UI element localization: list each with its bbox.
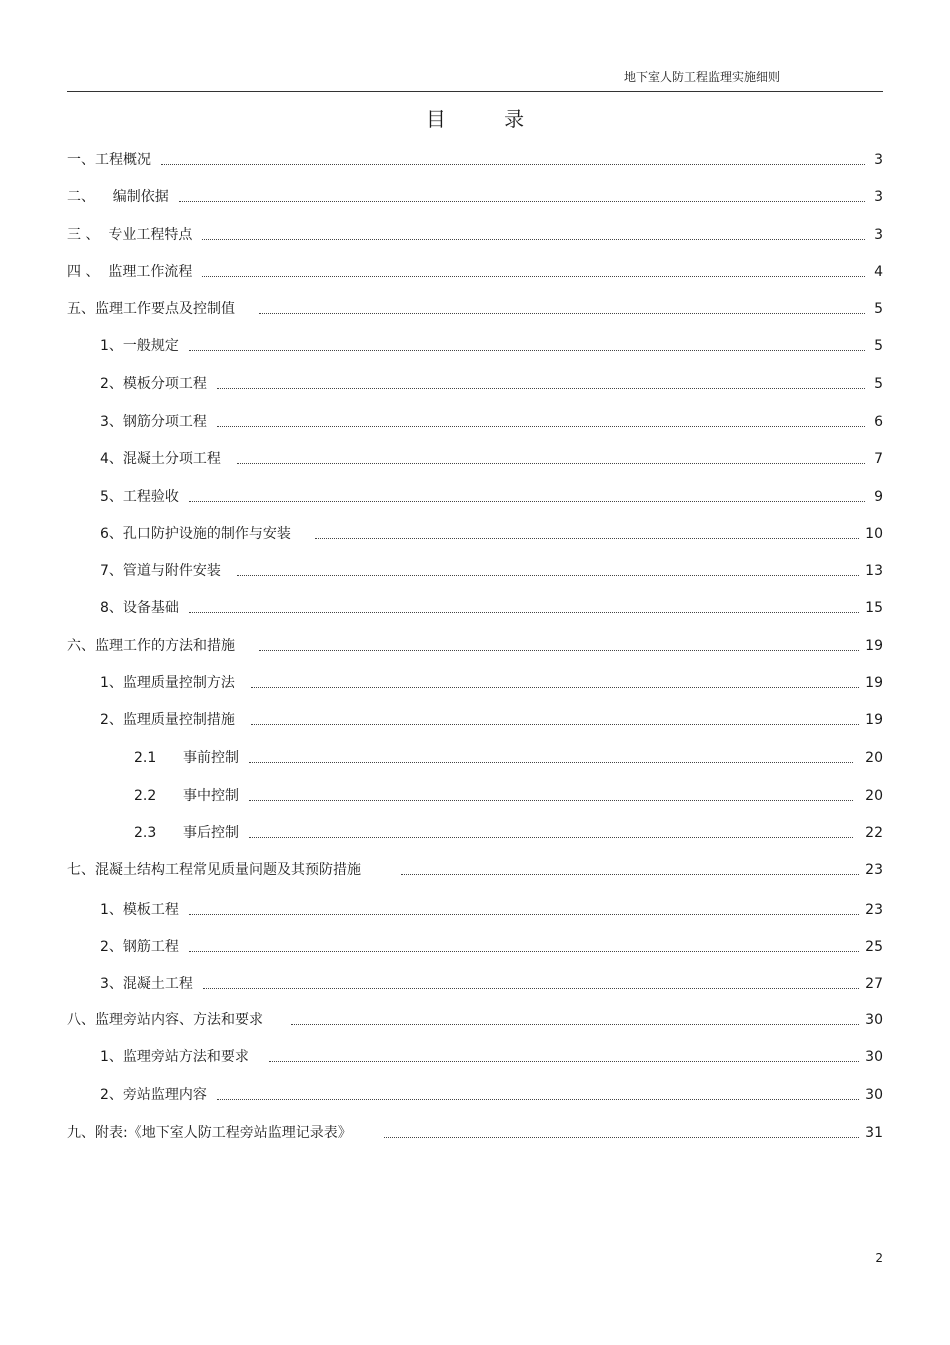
toc-entry-label: 1、监理质量控制方法 bbox=[100, 675, 235, 691]
toc-entry[interactable] bbox=[100, 901, 883, 919]
document-header-title: 地下室人防工程监理实施细则 bbox=[623, 70, 780, 84]
toc-entry[interactable] bbox=[100, 1048, 883, 1066]
header-rule bbox=[67, 91, 883, 92]
page-number: 2 bbox=[875, 1251, 883, 1265]
toc-entry[interactable] bbox=[67, 1124, 883, 1142]
toc-leader-dots bbox=[189, 914, 859, 915]
toc-entry-label: 2.1 事前控制 bbox=[134, 750, 239, 766]
toc-entry-label: 1、一般规定 bbox=[100, 338, 179, 354]
toc-entry-label: 二、 编制依据 bbox=[67, 189, 169, 205]
toc-entry-label: 1、模板工程 bbox=[100, 902, 179, 918]
toc-leader-dots bbox=[203, 988, 859, 989]
toc-entry-page: 27 bbox=[865, 976, 883, 992]
toc-entry-label: 四 、 监理工作流程 bbox=[67, 264, 193, 280]
toc-entry[interactable] bbox=[67, 151, 883, 169]
toc-leader-dots bbox=[315, 538, 859, 539]
toc-entry-label: 7、管道与附件安装 bbox=[100, 563, 221, 579]
toc-entry-page: 23 bbox=[865, 902, 883, 918]
toc-entry-label: 1、监理旁站方法和要求 bbox=[100, 1049, 249, 1065]
toc-entry-page: 10 bbox=[865, 526, 883, 542]
toc-entry[interactable] bbox=[67, 263, 883, 281]
toc-entry-label: 2、钢筋工程 bbox=[100, 939, 179, 955]
toc-entry-label: 三 、 专业工程特点 bbox=[67, 227, 193, 243]
toc-entry-label: 6、孔口防护设施的制作与安装 bbox=[100, 526, 291, 542]
toc-leader-dots bbox=[269, 1061, 859, 1062]
toc-entry-page: 6 bbox=[874, 414, 883, 430]
toc-entry-label: 3、混凝土工程 bbox=[100, 976, 193, 992]
toc-entry-page: 30 bbox=[865, 1087, 883, 1103]
toc-leader-dots bbox=[249, 837, 853, 838]
toc-entry-page: 4 bbox=[874, 264, 883, 280]
toc-entry[interactable] bbox=[100, 525, 883, 543]
toc-entry-label: 2、旁站监理内容 bbox=[100, 1087, 207, 1103]
toc-entry[interactable] bbox=[100, 450, 883, 468]
toc-leader-dots bbox=[217, 1099, 859, 1100]
toc-entry-page: 19 bbox=[865, 675, 883, 691]
toc-entry-label: 九、附表:《地下室人防工程旁站监理记录表》 bbox=[67, 1125, 352, 1141]
toc-entry-page: 22 bbox=[865, 825, 883, 841]
toc-entry-label: 2、监理质量控制措施 bbox=[100, 712, 235, 728]
toc-entry-page: 13 bbox=[865, 563, 883, 579]
toc-entry-page: 7 bbox=[874, 451, 883, 467]
toc-entry-page: 20 bbox=[865, 788, 883, 804]
toc-entry-page: 5 bbox=[874, 376, 883, 392]
toc-leader-dots bbox=[202, 239, 865, 240]
toc-entry[interactable] bbox=[67, 1011, 883, 1029]
toc-entry-label: 七、混凝土结构工程常见质量问题及其预防措施 bbox=[67, 862, 361, 878]
toc-entry-page: 30 bbox=[865, 1049, 883, 1065]
toc-leader-dots bbox=[189, 612, 859, 613]
toc-title: 目 录 bbox=[425, 107, 551, 131]
toc-entry-label: 2.3 事后控制 bbox=[134, 825, 239, 841]
toc-entry-label: 8、设备基础 bbox=[100, 600, 179, 616]
toc-leader-dots bbox=[249, 800, 853, 801]
toc-entry[interactable] bbox=[67, 226, 883, 244]
toc-entry-label: 一、工程概况 bbox=[67, 152, 151, 168]
toc-entry-page: 5 bbox=[874, 301, 883, 317]
toc-entry-page: 23 bbox=[865, 862, 883, 878]
toc-entry-page: 19 bbox=[865, 712, 883, 728]
toc-entry-page: 3 bbox=[874, 189, 883, 205]
toc-entry-page: 20 bbox=[865, 750, 883, 766]
toc-leader-dots bbox=[189, 501, 865, 502]
toc-entry-label: 2.2 事中控制 bbox=[134, 788, 239, 804]
toc-entry[interactable] bbox=[134, 824, 883, 842]
toc-leader-dots bbox=[237, 575, 859, 576]
toc-leader-dots bbox=[217, 388, 865, 389]
toc-entry-label: 八、监理旁站内容、方法和要求 bbox=[67, 1012, 263, 1028]
toc-entry-label: 2、模板分项工程 bbox=[100, 376, 207, 392]
toc-leader-dots bbox=[251, 687, 859, 688]
toc-leader-dots bbox=[189, 951, 859, 952]
toc-entry[interactable] bbox=[100, 337, 883, 355]
toc-entry-page: 25 bbox=[865, 939, 883, 955]
toc-entry[interactable] bbox=[100, 599, 883, 617]
toc-entry-label: 六、监理工作的方法和措施 bbox=[67, 638, 235, 654]
toc-leader-dots bbox=[291, 1024, 859, 1025]
toc-entry[interactable] bbox=[134, 749, 883, 767]
toc-entry[interactable] bbox=[67, 637, 883, 655]
toc-entry[interactable] bbox=[67, 861, 883, 879]
toc-leader-dots bbox=[237, 463, 865, 464]
toc-leader-dots bbox=[202, 276, 865, 277]
toc-entry-page: 15 bbox=[865, 600, 883, 616]
toc-entry[interactable] bbox=[134, 787, 883, 805]
toc-leader-dots bbox=[384, 1137, 859, 1138]
toc-entry-page: 31 bbox=[865, 1125, 883, 1141]
toc-entry[interactable] bbox=[100, 413, 883, 431]
toc-entry-page: 3 bbox=[874, 227, 883, 243]
toc-entry-page: 9 bbox=[874, 489, 883, 505]
toc-leader-dots bbox=[189, 350, 865, 351]
toc-leader-dots bbox=[249, 762, 853, 763]
toc-entry[interactable] bbox=[100, 1086, 883, 1104]
toc-entry-label: 五、监理工作要点及控制值 bbox=[67, 301, 235, 317]
toc-leader-dots bbox=[179, 201, 865, 202]
toc-leader-dots bbox=[161, 164, 865, 165]
toc-leader-dots bbox=[259, 313, 865, 314]
toc-entry-page: 30 bbox=[865, 1012, 883, 1028]
toc-entry-page: 5 bbox=[874, 338, 883, 354]
toc-entry-page: 3 bbox=[874, 152, 883, 168]
toc-entry[interactable] bbox=[67, 300, 883, 318]
toc-entry[interactable] bbox=[100, 375, 883, 393]
toc-entry[interactable] bbox=[100, 488, 883, 506]
toc-entry[interactable] bbox=[67, 188, 883, 206]
toc-entry[interactable] bbox=[100, 975, 883, 993]
toc-entry-label: 3、钢筋分项工程 bbox=[100, 414, 207, 430]
toc-entry-label: 5、工程验收 bbox=[100, 489, 179, 505]
toc-entry[interactable] bbox=[100, 674, 883, 692]
toc-entry-label: 4、混凝土分项工程 bbox=[100, 451, 221, 467]
toc-leader-dots bbox=[401, 874, 859, 875]
toc-leader-dots bbox=[251, 724, 859, 725]
toc-entry[interactable] bbox=[100, 938, 883, 956]
toc-entry-page: 19 bbox=[865, 638, 883, 654]
toc-leader-dots bbox=[217, 426, 865, 427]
toc-entry[interactable] bbox=[100, 711, 883, 729]
toc-entry[interactable] bbox=[100, 562, 883, 580]
toc-leader-dots bbox=[259, 650, 859, 651]
